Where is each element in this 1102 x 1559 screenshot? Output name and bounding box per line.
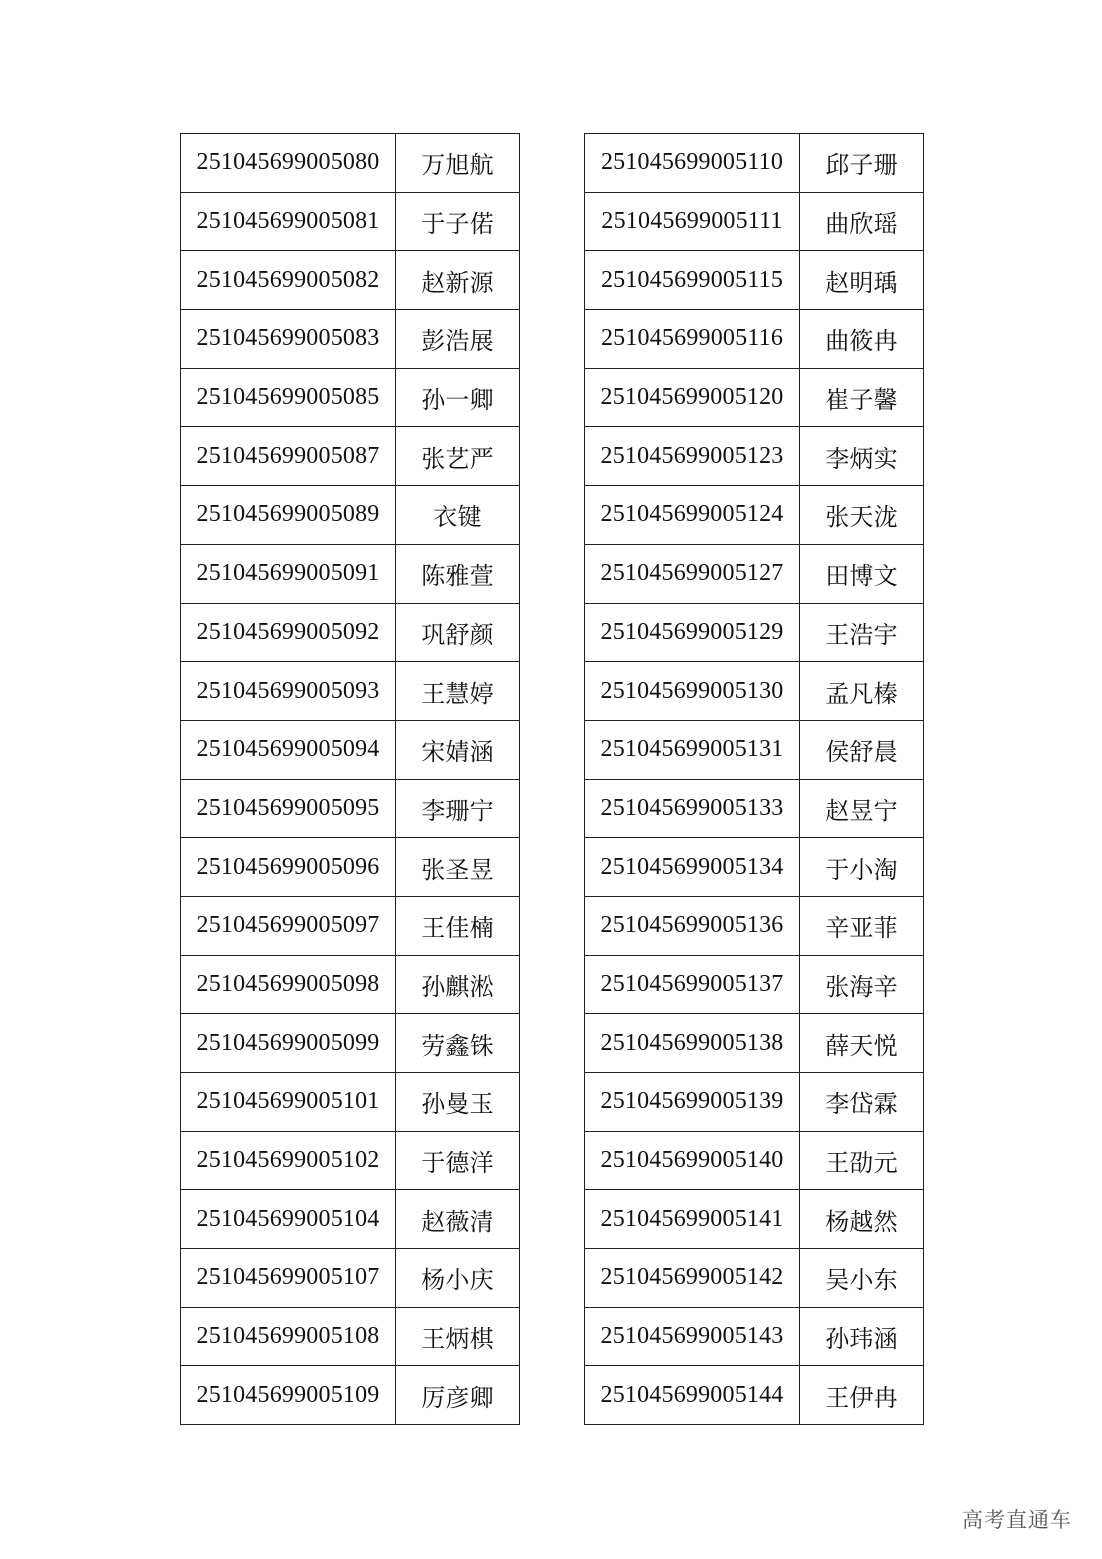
candidate-name-cell: 侯舒晨 [800,720,924,779]
table-row [585,1366,924,1425]
candidate-id-cell: 251045699005089 [181,486,396,545]
table-row [585,779,924,838]
table-row [585,192,924,251]
candidate-id-cell: 251045699005141 [585,1190,800,1249]
candidate-name-cell: 赵明瑀 [800,251,924,310]
candidate-name-cell: 李珊宁 [396,779,520,838]
table-row [181,720,520,779]
candidate-id-cell: 251045699005131 [585,720,800,779]
candidate-id-cell: 251045699005094 [181,720,396,779]
candidate-name-cell: 于子偌 [396,192,520,251]
candidate-name-cell: 劳鑫铢 [396,1014,520,1073]
table-row [181,779,520,838]
candidate-id-cell: 251045699005120 [585,368,800,427]
candidate-name-cell: 孙玮涵 [800,1307,924,1366]
candidate-name-cell: 曲筱冉 [800,310,924,369]
candidate-id-cell: 251045699005093 [181,662,396,721]
candidate-id-cell: 251045699005134 [585,838,800,897]
table-row [585,544,924,603]
table-row [181,1249,520,1308]
candidate-id-cell: 251045699005140 [585,1131,800,1190]
table-row [585,251,924,310]
table-row [181,486,520,545]
table-row [585,310,924,369]
candidate-id-cell: 251045699005095 [181,779,396,838]
roster-table-left-body [181,134,520,1425]
table-row [181,838,520,897]
candidate-id-cell: 251045699005127 [585,544,800,603]
candidate-name-cell: 宋婧涵 [396,720,520,779]
table-row [181,896,520,955]
candidate-id-cell: 251045699005144 [585,1366,800,1425]
candidate-id-cell: 251045699005107 [181,1249,396,1308]
candidate-name-cell: 王浩宇 [800,603,924,662]
candidate-id-cell: 251045699005092 [181,603,396,662]
candidate-id-cell: 251045699005099 [181,1014,396,1073]
candidate-id-cell: 251045699005115 [585,251,800,310]
candidate-id-cell: 251045699005110 [585,134,800,193]
candidate-id-cell: 251045699005133 [585,779,800,838]
candidate-name-cell: 赵昱宁 [800,779,924,838]
table-row [585,603,924,662]
candidate-name-cell: 厉彦卿 [396,1366,520,1425]
candidate-name-cell: 崔子馨 [800,368,924,427]
table-row [181,368,520,427]
candidate-id-cell: 251045699005098 [181,955,396,1014]
candidate-id-cell: 251045699005091 [181,544,396,603]
table-row [181,1073,520,1132]
candidate-name-cell: 赵新源 [396,251,520,310]
table-row [181,603,520,662]
candidate-name-cell: 田博文 [800,544,924,603]
candidate-name-cell: 王佳楠 [396,896,520,955]
candidate-id-cell: 251045699005081 [181,192,396,251]
candidate-id-cell: 251045699005096 [181,838,396,897]
candidate-id-cell: 251045699005137 [585,955,800,1014]
table-row [181,544,520,603]
watermark-text: 高考直通车 [962,1508,1072,1532]
table-row [181,1190,520,1249]
table-row [585,838,924,897]
candidate-name-cell: 杨越然 [800,1190,924,1249]
roster-table-left [180,133,520,1425]
table-row [585,368,924,427]
candidate-id-cell: 251045699005129 [585,603,800,662]
table-row [585,1249,924,1308]
table-row [585,955,924,1014]
candidate-id-cell: 251045699005139 [585,1073,800,1132]
candidate-id-cell: 251045699005116 [585,310,800,369]
candidate-name-cell: 孙一卿 [396,368,520,427]
candidate-id-cell: 251045699005080 [181,134,396,193]
table-row [585,1073,924,1132]
candidate-name-cell: 李岱霖 [800,1073,924,1132]
table-row [585,134,924,193]
candidate-name-cell: 孟凡榛 [800,662,924,721]
candidate-id-cell: 251045699005102 [181,1131,396,1190]
candidate-name-cell: 李炳实 [800,427,924,486]
candidate-name-cell: 曲欣瑶 [800,192,924,251]
candidate-id-cell: 251045699005124 [585,486,800,545]
candidate-id-cell: 251045699005136 [585,896,800,955]
candidate-id-cell: 251045699005101 [181,1073,396,1132]
candidate-name-cell: 王伊冉 [800,1366,924,1425]
candidate-id-cell: 251045699005123 [585,427,800,486]
candidate-id-cell: 251045699005142 [585,1249,800,1308]
table-row [181,192,520,251]
table-row [585,896,924,955]
candidate-id-cell: 251045699005130 [585,662,800,721]
candidate-name-cell: 孙麒淞 [396,955,520,1014]
candidate-id-cell: 251045699005087 [181,427,396,486]
table-row [585,427,924,486]
candidate-name-cell: 张海辛 [800,955,924,1014]
table-row [181,955,520,1014]
candidate-name-cell: 孙曼玉 [396,1073,520,1132]
candidate-id-cell: 251045699005109 [181,1366,396,1425]
candidate-name-cell: 王慧婷 [396,662,520,721]
table-row [181,1366,520,1425]
table-row [585,1190,924,1249]
table-row [585,1131,924,1190]
candidate-id-cell: 251045699005111 [585,192,800,251]
table-row [181,310,520,369]
table-row [585,1307,924,1366]
table-row [181,251,520,310]
candidate-name-cell: 衣键 [396,486,520,545]
table-row [585,662,924,721]
table-row [181,1014,520,1073]
candidate-name-cell: 陈雅萱 [396,544,520,603]
candidate-name-cell: 杨小庆 [396,1249,520,1308]
candidate-name-cell: 王劭元 [800,1131,924,1190]
candidate-name-cell: 巩舒颜 [396,603,520,662]
candidate-id-cell: 251045699005083 [181,310,396,369]
candidate-name-cell: 王炳棋 [396,1307,520,1366]
table-row [181,427,520,486]
candidate-name-cell: 于德洋 [396,1131,520,1190]
table-row [585,720,924,779]
table-row [585,1014,924,1073]
table-row [181,662,520,721]
candidate-name-cell: 邱子珊 [800,134,924,193]
candidate-id-cell: 251045699005082 [181,251,396,310]
candidate-name-cell: 于小淘 [800,838,924,897]
candidate-name-cell: 彭浩展 [396,310,520,369]
candidate-name-cell: 张艺严 [396,427,520,486]
candidate-name-cell: 赵薇清 [396,1190,520,1249]
candidate-id-cell: 251045699005108 [181,1307,396,1366]
candidate-name-cell: 张天泷 [800,486,924,545]
candidate-name-cell: 辛亚菲 [800,896,924,955]
candidate-id-cell: 251045699005143 [585,1307,800,1366]
candidate-name-cell: 薛天悦 [800,1014,924,1073]
table-row [181,134,520,193]
candidate-name-cell: 吴小东 [800,1249,924,1308]
candidate-id-cell: 251045699005138 [585,1014,800,1073]
table-row [181,1307,520,1366]
candidate-id-cell: 251045699005085 [181,368,396,427]
table-row [181,1131,520,1190]
candidate-name-cell: 张圣昱 [396,838,520,897]
candidate-name-cell: 万旭航 [396,134,520,193]
candidate-id-cell: 251045699005097 [181,896,396,955]
table-row [585,486,924,545]
candidate-id-cell: 251045699005104 [181,1190,396,1249]
roster-table-right [584,133,924,1425]
roster-table-right-body [585,134,924,1425]
